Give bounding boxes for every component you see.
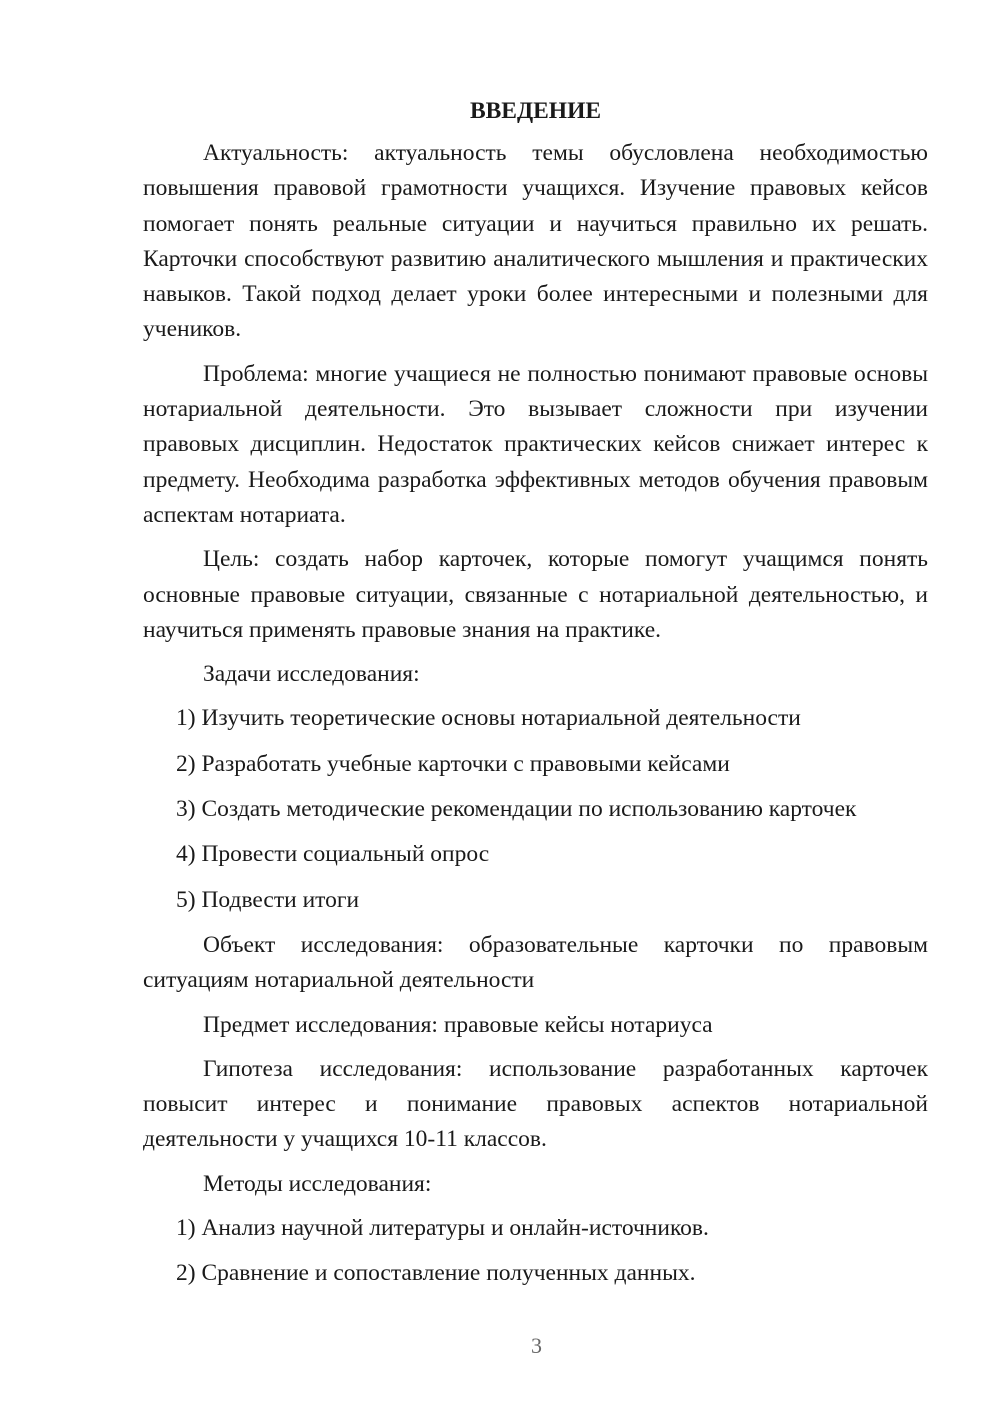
page-number: 3 [531,1333,542,1358]
subject-paragraph: Предмет исследования: правовые кейсы нотариуса [203,1011,713,1038]
hypothesis-paragraph: Гипотеза исследования: использование разработанных карточек повысит интерес и понимание правовых аспектов нотариальной деятельности у учащихся 10-11 классов. [143,1055,928,1153]
task-item: 2) Разработать учебные карточки с правовыми кейсами [176,750,730,777]
method-item: 1) Анализ научной литературы и онлайн-источников. [176,1215,709,1242]
method-item: 2) Сравнение и сопоставление полученных данных. [176,1260,696,1287]
relevance-paragraph: Актуальность: актуальность темы обусловлена необходимостью повышения правовой грамотности учащихся. Изучение правовых кейсов помогает понять реальные ситуации и научиться правильно их решать. Карточки способствуют развитию аналитического мышления и практических навыков. Такой подход делает уроки более интересными и полезными для учеников. [143,140,928,343]
task-item: 4) Провести социальный опрос [176,841,490,868]
document-body [143,96,928,1302]
task-item: 5) Подвести итоги [176,886,360,913]
methods-heading: Методы исследования: [203,1170,432,1197]
task-item: 1) Изучить теоретические основы нотариальной деятельности [176,705,801,732]
tasks-heading: Задачи исследования: [203,661,420,688]
goal-paragraph: Цель: создать набор карточек, которые помогут учащимся понять основные правовые ситуации, связанные с нотариальной деятельностью, и научиться применять правовые знания на практике. [143,546,928,643]
section-title: ВВЕДЕНИЕ [469,98,602,124]
object-paragraph: Объект исследования: образовательные карточки по правовым ситуациям нотариальной деятельности [143,931,928,994]
problem-paragraph: Проблема: многие учащиеся не полностью понимают правовые основы нотариальной деятельности. Это вызывает сложности при изучении правовых дисциплин. Недостаток практических кейсов снижает интерес к предмету. Необходима разработка эффективных методов обучения правовым аспектам нотариата. [143,360,928,528]
task-item: 3) Создать методические рекомендации по использованию карточек [176,796,857,823]
